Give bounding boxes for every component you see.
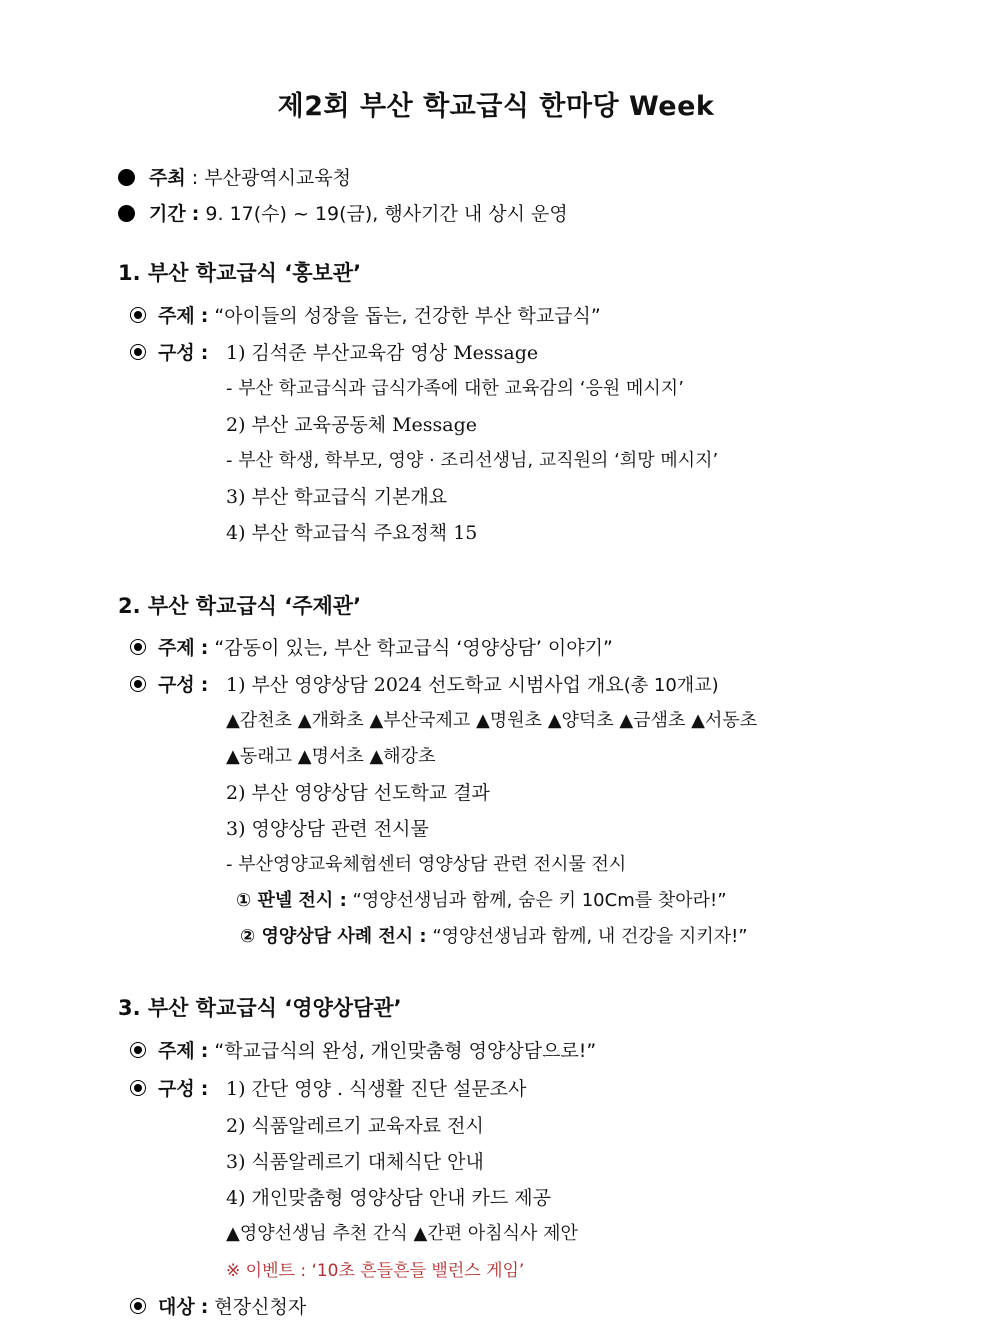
- s2-exhibit-1-value: “영양선생님과 함께, 숨은 키 10Cm를 찾아라!”: [352, 890, 727, 911]
- s1-comp-row: 구성 :: [130, 338, 208, 365]
- s1-comp-label: 구성: [158, 342, 195, 364]
- bullet-dot-icon: [118, 205, 135, 222]
- s1-item-sub: - 부산 학생, 학부모, 영양 · 조리선생님, 교직원의 ‘희망 메시지’: [226, 450, 719, 471]
- s2-exhibit-1-label: ① 판넬 전시 :: [236, 890, 347, 911]
- s2-exhibit-1: [236, 886, 727, 912]
- circle-bullet-icon: [130, 639, 146, 655]
- s3-item: 1) 간단 영양 . 식생활 진단 설문조사: [226, 1078, 527, 1100]
- s2-item-1: 1) 부산 영양상담 2024 선도학교 시범사업 개요: [226, 674, 624, 696]
- circle-bullet-icon: [130, 1080, 146, 1096]
- s2-item: [226, 670, 719, 697]
- s3-theme-row: 주제 : “학교급식의 완성, 개인맞춤형 영양상담으로!”: [130, 1036, 596, 1063]
- host-value: 부산광역시교육청: [204, 167, 352, 189]
- circle-bullet-icon: [130, 676, 146, 692]
- circle-bullet-icon: [130, 1298, 146, 1314]
- s3-item: 3) 식품알레르기 대체식단 안내: [226, 1151, 484, 1173]
- s3-item: 2) 식품알레르기 교육자료 전시: [226, 1115, 484, 1137]
- s3-target-value: 현장신청자: [214, 1296, 307, 1318]
- s2-theme-label: 주제: [158, 637, 195, 659]
- document-title: 제2회 부산 학교급식 한마당 Week: [277, 91, 715, 122]
- s3-event-note: ※ 이벤트 : ‘10초 흔들흔들 밸런스 게임’: [226, 1261, 525, 1281]
- s1-theme-row: 주제 : “아이들의 성장을 돕는, 건강한 부산 학교급식”: [130, 301, 601, 328]
- s2-item-3-sub: - 부산영양교육체험센터 영양상담 관련 전시물 전시: [226, 854, 627, 875]
- s3-theme-label: 주제: [158, 1040, 195, 1062]
- period-label: 기간: [149, 203, 186, 225]
- s2-theme-row: 주제 : “감동이 있는, 부산 학교급식 ‘영양상담’ 이야기”: [130, 633, 613, 660]
- s3-extra: ▲영양선생님 추천 간식 ▲간편 아침식사 제안: [226, 1223, 578, 1244]
- section-1-heading: 1. 부산 학교급식 ‘홍보관’: [118, 261, 362, 285]
- s2-exhibit-2-value: “영양선생님과 함께, 내 건강을 지키자!”: [432, 926, 748, 947]
- s2-item-3: 3) 영양상담 관련 전시물: [226, 818, 429, 840]
- section-3-heading: 3. 부산 학교급식 ‘영양상담관’: [118, 996, 402, 1020]
- period-value: 9. 17(수) ~ 19(금), 행사기간 내 상시 운영: [205, 203, 568, 225]
- s2-comp-row: 구성 :: [130, 670, 208, 697]
- s1-item: 3) 부산 학교급식 기본개요: [226, 486, 448, 508]
- s2-item-2: 2) 부산 영양상담 선도학교 결과: [226, 782, 490, 804]
- s2-item-1-note: (총 10개교): [623, 675, 719, 696]
- host-row: 주최 : 부산광역시교육청: [118, 163, 351, 190]
- s3-theme-value: “학교급식의 완성, 개인맞춤형 영양상담으로!”: [214, 1040, 597, 1062]
- s2-exhibit-2: [240, 922, 748, 948]
- s1-theme-label: 주제: [158, 305, 195, 327]
- s3-comp-label: 구성: [158, 1078, 195, 1100]
- s1-item-sub: - 부산 학교급식과 급식가족에 대한 교육감의 ‘응원 메시지’: [226, 378, 684, 399]
- section-2-heading: 2. 부산 학교급식 ‘주제관’: [118, 594, 362, 618]
- s3-target-row: 대상 : 현장신청자: [130, 1292, 306, 1319]
- host-label: 주최: [149, 167, 186, 189]
- circle-bullet-icon: [130, 1042, 146, 1058]
- circle-bullet-icon: [130, 307, 146, 323]
- s2-exhibit-2-label: ② 영양상담 사례 전시 :: [240, 926, 427, 947]
- s1-item: 4) 부산 학교급식 주요정책 15: [226, 522, 478, 544]
- s2-theme-value: “감동이 있는, 부산 학교급식 ‘영양상담’ 이야기”: [214, 637, 613, 659]
- circle-bullet-icon: [130, 344, 146, 360]
- s1-theme-value: “아이들의 성장을 돕는, 건강한 부산 학교급식”: [214, 305, 601, 327]
- s3-comp-row: 구성 :: [130, 1074, 208, 1101]
- s3-target-label: 대상: [158, 1296, 195, 1318]
- s2-comp-label: 구성: [158, 674, 195, 696]
- s3-item: 4) 개인맞춤형 영양상담 안내 카드 제공: [226, 1187, 552, 1209]
- period-row: 기간 : 9. 17(수) ~ 19(금), 행사기간 내 상시 운영: [118, 199, 568, 226]
- s1-item: 2) 부산 교육공동체 Message: [226, 414, 478, 436]
- s2-schools-line-1: ▲감천초 ▲개화초 ▲부산국제고 ▲명원초 ▲양덕초 ▲금샘초 ▲서동초: [226, 710, 758, 731]
- s2-schools-line-2: ▲동래고 ▲명서초 ▲해강초: [226, 746, 436, 767]
- s1-item: 1) 김석준 부산교육감 영상 Message: [226, 342, 539, 364]
- bullet-dot-icon: [118, 169, 135, 186]
